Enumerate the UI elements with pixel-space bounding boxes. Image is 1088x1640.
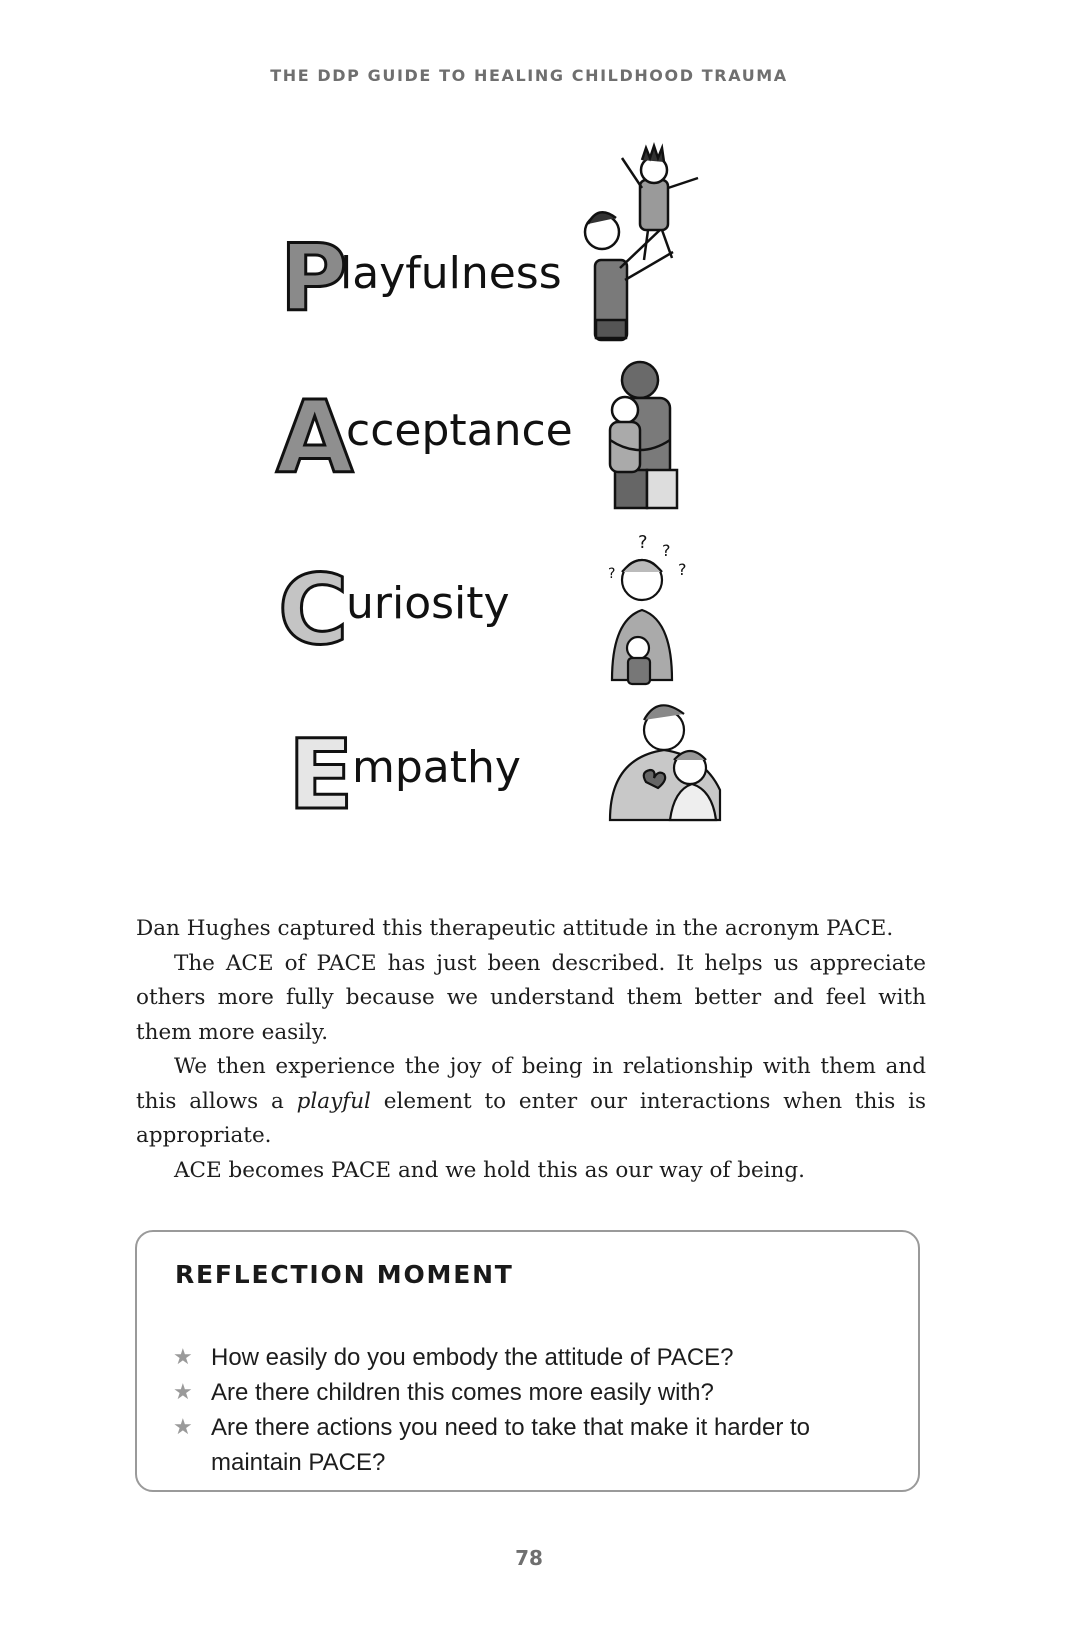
comforting-adult-with-child-icon <box>610 705 720 820</box>
svg-text:?: ? <box>678 560 687 579</box>
pace-word-empathy: mpathy <box>352 742 521 793</box>
pace-word-playfulness: layfulness <box>340 248 562 299</box>
paragraph-4: ACE becomes PACE and we hold this as our way of being. <box>174 1157 806 1183</box>
hugging-figures-icon <box>610 362 677 508</box>
pace-letter-c: C <box>278 554 349 666</box>
body-text <box>136 912 926 1188</box>
paragraph-3-start: We then experience the joy of being in relationship with them and this allows a <box>136 1054 926 1114</box>
paragraph-3-end: element to enter our interactions when this is appropriate. <box>136 1088 926 1148</box>
reflection-item-text: Are there actions you need to take that make it harder to maintain PACE? <box>211 1414 811 1476</box>
pace-row-playfulness <box>280 146 698 340</box>
reflection-item <box>173 1375 893 1410</box>
running-head: THE DDP GUIDE TO HEALING CHILDHOOD TRAUMA <box>270 66 788 85</box>
pace-letter-e: E <box>288 719 354 831</box>
reflection-list <box>173 1340 893 1480</box>
pace-row-acceptance <box>276 362 677 508</box>
adult-lifting-child-icon <box>585 146 698 340</box>
reflection-item-text: Are there children this comes more easily with? <box>211 1379 714 1406</box>
pace-letter-a: A <box>276 379 354 496</box>
reflection-item-text: How easily do you embody the attitude of PACE? <box>211 1344 734 1371</box>
paragraph-3-italic: playful <box>296 1088 371 1114</box>
paragraph-2: The ACE of PACE has just been described. It helps us appreciate others more fully because we understand them better and feel with them more easily. <box>136 950 926 1045</box>
pace-illustration <box>270 140 740 860</box>
paragraph-1: Dan Hughes captured this therapeutic attitude in the acronym PACE. <box>136 916 894 941</box>
pace-row-curiosity <box>278 532 687 684</box>
wondering-adult-with-child-icon <box>608 532 687 684</box>
star-icon: ★ <box>173 1345 193 1370</box>
reflection-item <box>173 1340 893 1375</box>
page-number: 78 <box>515 1546 543 1570</box>
pace-word-curiosity: uriosity <box>346 578 510 629</box>
pace-word-acceptance: cceptance <box>346 405 573 456</box>
reflection-title: REFLECTION MOMENT <box>175 1260 514 1289</box>
star-icon: ★ <box>173 1415 193 1440</box>
reflection-item <box>173 1410 893 1480</box>
svg-text:?: ? <box>638 532 648 553</box>
reflection-box <box>135 1230 920 1492</box>
svg-text:?: ? <box>608 566 616 582</box>
paragraph-3 <box>136 1050 926 1154</box>
pace-letter-p: P <box>280 225 348 332</box>
pace-row-empathy <box>288 705 720 831</box>
star-icon: ★ <box>173 1380 193 1405</box>
svg-text:?: ? <box>662 541 671 560</box>
